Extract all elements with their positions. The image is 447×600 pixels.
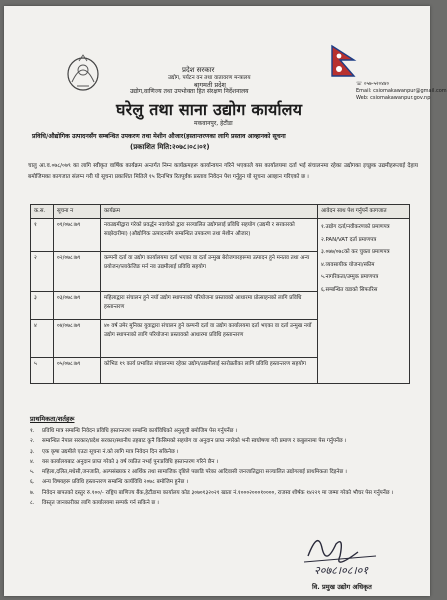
office-title: घरेलु तथा साना उद्योग कार्यालय [116, 100, 303, 119]
row-notice-no: ०५/०७८।७९ [54, 358, 101, 384]
table-row [31, 219, 410, 252]
document-item: ४.व्यवसायीक योजना/स्कीम [321, 261, 375, 268]
contact-block [356, 81, 447, 102]
row-program: कोभिड १९ कार्य प्रभावित संचालनमा रहेका उद्योग/उद्यमीलाई स्तरोन्नतीका लागि प्रविधि हस्तान्तरण सहयोग [101, 358, 318, 384]
list-item: २. सम्बन्धित नेपाल सरकार/प्रदेश सरकार/स्थानीय तहबाट कुनै किसिमको सहयोग वा अनुदान प्राप्त नगरेको भनी स्वघोषणा गरी प्रमाण र कबुलनामा पेस गर्नुपर्नेछ । [30, 438, 347, 445]
website: Web: csiomakawanpur.gov.np [356, 95, 431, 101]
row-program: कम्पनी दर्ता वा उद्योग कार्यालयमा दर्ता भएका वा दर्ता उन्मुख बेरोजगारहरूमा उत्पादन हुने मनतव तथा अन्य प्रयोजन/प्लाकेजिङ मर्न नव उद्यमीलाई प्रविधि सहयोग [101, 252, 318, 292]
row-notice-no: ०४/०७८।७९ [54, 320, 101, 358]
phone-number: ☏ ०५७-५२०४४० [356, 81, 390, 87]
header-province-govt: प्रदेश सरकार [182, 66, 215, 74]
col-notice-no: सूचना न [54, 205, 101, 219]
row-serial: १ [31, 219, 54, 252]
header-ministry: उद्योग, पर्यटन वन तथा वातावरण मन्त्रालय [168, 75, 251, 81]
list-item: ३. एक कृषा उद्यमीले एउटा सूचना नं.को लागि मात्र निवेदन दिन सकिनेछ । [30, 448, 179, 455]
intro-paragraph: चालु आ.व.०७८/०७९ का लागि स्वीकृत वार्षिक कार्यक्रम अन्तर्गत निम्न कार्यक्रमहरू कार्यान्वयन गरिने भएकाले यस कार्यालयमा दर्ता भई संचालनमा रहेका उद्योगका इच्छुक उद्यमीहरूलाई देहाय बमोजिमका कागजात संलग्न गरी यो सूचना प्रकाशित मितिले १५ दिनभित्र रितपूर्वक प्रस्ताव निवेदन पेश गर्नुहुन यो सूचना आव्हान गरिएको छ । [28, 163, 418, 180]
list-item: ७. निवेदन बापतको दस्तुर रु.१००/- राष्ट्रिय बाणिज्य बैंक,हेटौंडामा कार्यालय कोड ३०७०१३२०२१ खाता नं.१०००२०००१००००, राजस्व शीर्षक १४२२९ मा जम्मा गरेको भौचर पेस गर्नुपर्नेछ । [30, 489, 394, 496]
program-table [30, 204, 410, 384]
document-item: ५.नागरिकता/उम्मुक प्रमाणपत्र [321, 274, 379, 280]
conditions-list [30, 426, 412, 508]
notice-document [4, 6, 447, 596]
row-program: महिलाद्वारा संचालन हुने नयाँ उद्योग स्थापनाको परियोजना प्रस्तावको आधारमा प्रोत्साहनको लागि प्रविधि हस्तान्तरण [101, 292, 318, 320]
list-item: ८. विस्तृत जानकारीका लागि कार्यालयमा सम्पर्क गर्न सकिने छ । [30, 500, 159, 507]
document-item: ३.०७७/०७८को कर चुक्ता प्रमाणपत्र [321, 249, 390, 255]
header-province: बागमती प्रदेश [194, 81, 226, 89]
handwritten-signature [300, 526, 380, 578]
published-date: (प्रकाशित मिति:२०७८।०८।०१) [130, 143, 210, 151]
row-notice-no: ०१/०७८।७९ [54, 219, 101, 252]
signature-date: २०७८।०८।०१ [314, 564, 369, 577]
nepal-flag-icon [330, 44, 358, 78]
list-item: ५. महिला,दलित,मधेसी,जनजाति, अल्पसंख्यक र आर्थिक तथा सामाजिक दृष्टिले पछाडि परेका आदिवासी जनजातिद्वारा सञ्चालित उद्योगलाई प्राथमिकता दिइनेछ । [30, 469, 347, 476]
conditions-title: प्राथमिकता/शर्तहरू [30, 415, 75, 423]
row-serial: ३ [31, 292, 54, 320]
list-item: ६. अन्य विषयहरू प्रविधि हस्तान्तरण सम्बन्धि कार्यविधि २०७८ बमोजिम हुनेछ । [30, 479, 189, 486]
col-serial: क.स. [31, 205, 54, 219]
government-emblem-icon [66, 52, 100, 92]
document-item: ६.सम्बन्धित वडाको सिफारिस [321, 286, 378, 293]
list-item: ४. यस कार्यालयबाट अनुदान प्राप्त गरेको ३ वर्ष व्यतित नभई पुनःप्रविधि हस्तान्तरण गरिने छैन । [30, 458, 219, 465]
row-notice-no: ०२/०७८।७९ [54, 252, 101, 292]
col-program: कार्यक्रम [101, 205, 318, 219]
col-documents: आवेदन साथ पेश गर्नुपर्ने कागजात [318, 205, 410, 219]
document-item: २.PAN/VAT दर्ता प्रमाणपत्र [321, 236, 377, 243]
row-notice-no: ०३/०७८।७९ [54, 292, 101, 320]
document-item: १.उद्योग दर्ता/नवीकरणको प्रमाणपत्र [321, 224, 390, 230]
row-serial: ४ [31, 320, 54, 358]
list-item: १. प्रविधि मात्र सम्बन्धि निवेदन प्रविधि हस्तान्तरण सम्बन्धि कार्यविधिको अनुसूची बमोजिम पेस गर्नुपर्नेछ । [30, 428, 238, 434]
email-address: Email: csiomakawanpur@gmail.com [356, 88, 447, 94]
notice-subject: प्रविधि/औद्योगिक उत्पादनसँग सम्बन्धित उपकरण तथा मेशीन औजार(हस्तान्तरणका लागि प्रस्ताव आव्हानको सूचना [32, 133, 286, 140]
header-directorate: उद्योग,वाणिज्य तथा उपभोक्ता हित संरक्षण निर्देशनालय [130, 88, 249, 95]
signatory-title: वि. प्रमुख उद्योग अधिकृत [312, 583, 372, 591]
required-documents [318, 219, 410, 384]
row-program: नवउद्यमीद्वारा गरेको प्रवर्द्धन नवाचेको द्वारा सञ्चालित उद्योगलाई प्रविधि सहयोग (उद्यमी र सरकारको साझेदारीमा) (औद्योगिक उत्पादनसँग सम्बन्धित उपकरण तथा मेशीन औजार) [101, 219, 318, 252]
row-serial: ५ [31, 358, 54, 384]
row-serial: २ [31, 252, 54, 292]
table-header-row [31, 205, 410, 219]
row-program: ४० वर्ष उमेर मुनिका युवाद्वारा संचालन हुने कम्पनी दर्ता वा उद्योग कार्यालयमा दर्ता भएका वा दर्ता उन्मुख नयाँ उद्योग स्थापनाको लागि परियोजना प्रस्तावको आधारमा प्रविधि हस्तान्तरण [101, 320, 318, 358]
office-address: मकवानपुर, हेटौंडा [194, 120, 233, 127]
